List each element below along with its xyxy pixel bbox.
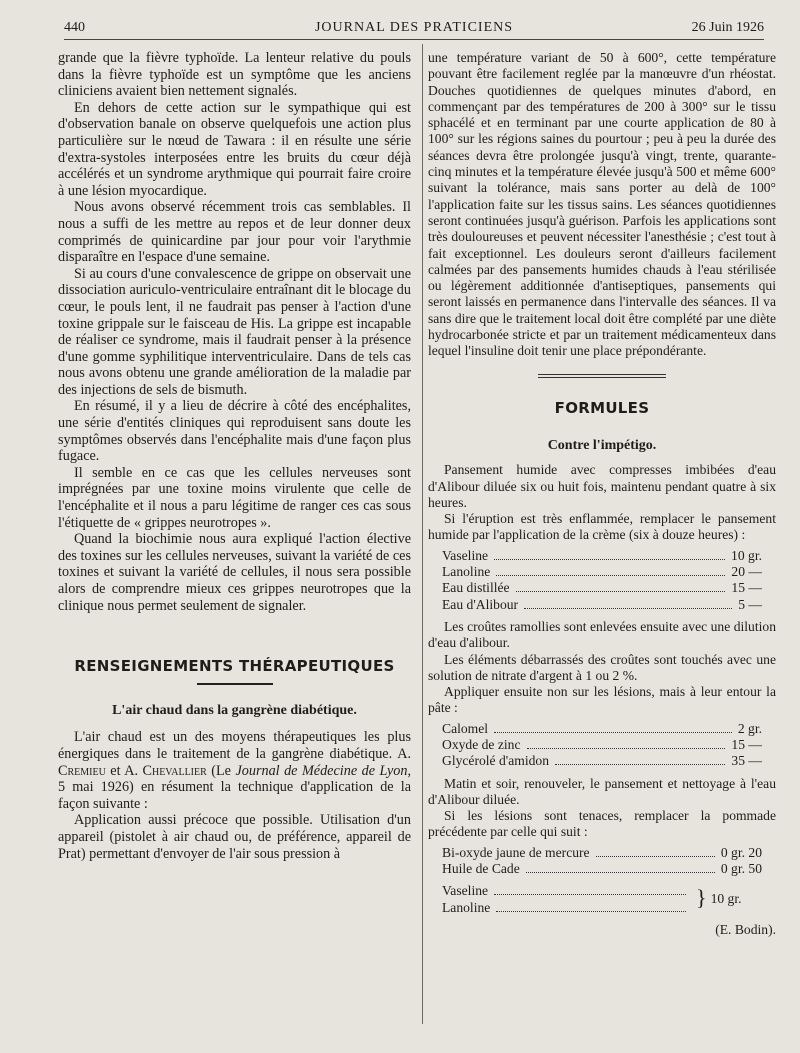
paragraph: Si l'éruption est très enflammée, remplacer le pansement humide par l'application de la crème (six à douze heures) : (428, 511, 776, 543)
paragraph: Pansement humide avec compresses imbibées d'eau d'Alibour diluée six ou huit fois, maintenu pendant quatre à six heures. (428, 462, 776, 510)
paragraph: grande que la fièvre typhoïde. La lenteur relative du pouls dans la fièvre typhoïde est un symptôme que les anciens cliniciens avaient bien nettement signalés. (58, 50, 411, 100)
recipe-grouped-rows (442, 883, 776, 916)
right-column (428, 50, 776, 938)
article-title: L'air chaud dans la gangrène diabétique. (112, 702, 357, 718)
recipe-row: Eau d'Alibour 5 — (442, 596, 762, 612)
article-paragraph: Application aussi précoce que possible. Utilisation d'un appareil (pistolet à air chaud ou, de préférence, appareil de Prat) permettant d'envoyer de l'air sous pression à (58, 812, 411, 862)
recipe-row: Calomel 2 gr. (442, 720, 762, 736)
recipe-row: Bi-oxyde jaune de mercure 0 gr. 20 (442, 844, 762, 860)
recipe-row: Vaseline 10 gr. (442, 547, 762, 563)
formula-subtitle: Contre l'impétigo. (547, 437, 657, 453)
paragraph: Il semble en ce cas que les cellules nerveuses sont imprégnées par une toxine moins virulente que celle de l'encéphalite et il nous a paru légitime de ranger ces cas sous l'étiquette de « grippes neurotropes ». (58, 464, 411, 531)
paragraph: En dehors de cette action sur le sympathique qui est d'observation banale on observe quelquefois une action plus particulière sur le nœud de Tawara : il en résulte une série d'extra-systoles interposées entre les bruits du cœur déjà accélérés et un syndrome arythmique qui pourrait faire croire à une lésion myocardique. (58, 99, 411, 199)
issue-date: 26 Juin 1926 (691, 20, 764, 35)
author-name: Cremieu (58, 762, 106, 779)
paragraph: Quand la biochimie nous aura expliqué l'action élective des toxines sur les cellules nerveuses, suivant la variété de ces toxines et suivant la variété de cellules, il nous sera possible alors de comprendre mieux ces grippes neurotropes que la clinique nous permet seulement de signaler. (58, 531, 411, 614)
article-paragraph: L'air chaud est un des moyens thérapeutiques les plus énergiques dans le traitement de la gangrène diabétique. A. Cremieu et A. Chevallier (Le Journal de Médecine de Lyon, 5 mai 1926) en résument la technique d'application de la façon suivante : (58, 729, 411, 812)
recipe-row: Oxyde de zinc 15 — (442, 736, 762, 752)
page-number: 440 (64, 20, 85, 35)
paragraph: Les croûtes ramollies sont enlevées ensuite avec une dilution d'eau d'alibour. (428, 618, 776, 651)
recipe-row: Vaseline (442, 883, 692, 899)
recipe-creme (442, 548, 762, 613)
section-title-renseignements: RENSEIGNEMENTS THÉRAPEUTIQUES (74, 657, 395, 676)
paragraph: une température variant de 50 à 600°, cette température pouvant être facilement reglée par la manœuvre d'un rhéostat. Douches quotidiennes de quelques minutes d'abord, en commençant par des températures de 200 à 300° sur le tissu sphacélé et en terminant par une courte application de 80 à 100° sur les régions saines du pourtour ; peu à peu la durée des séances devra être prolongée jusqu'à vingt, trente, quarante-cinq minutes et la température élevée jusqu'à 500 et même 600° suivant la tolérance, mais sans porter au delà de 100° l'application faite sur les tissus sains. Les séances quotidiennes seront continuées jusqu'à guérison. Parfois les applications sont très douloureuses et peuvent nécessiter l'anesthésie ; c'est tout à fait exceptionnel. Les douleurs seront d'ailleurs facilement calmées par des pansements humides chauds à l'eau stérilisée ou légèrement additionnée d'antiseptiques, pansements qui seront laissés en permanence dans l'intervalle des séances. Il va sans dire que le traitement local doit être complété par une diète hydrocarbonée stricte et par un traitement médicamenteux dans lequel l'insuline doit tenir une place prépondérante. (428, 50, 776, 359)
brace: } (696, 885, 707, 911)
recipe-pate (442, 721, 762, 770)
journal-title: JOURNAL DES PRATICIENS (314, 20, 514, 35)
paragraph: Nous avons observé récemment trois cas semblables. Il nous a suffi de les mettre au repos et de leur donner deux comprimés de quinicardine par jour pour voir l'arythmie disparaître en l'espace d'une semaine. (58, 199, 411, 266)
paragraph: Matin et soir, renouveler, le pansement et nettoyage à l'eau d'Alibour diluée. (428, 775, 776, 807)
paragraph: Si les lésions sont tenaces, remplacer la pommade précédente par celle qui suit : (428, 808, 776, 840)
signature: (E. Bodin). (715, 921, 776, 937)
column-divider (422, 44, 423, 1024)
left-column (58, 50, 411, 862)
recipe-row: Lanoline 20 — (442, 564, 762, 580)
recipe-row: Huile de Cade 0 gr. 50 (442, 861, 762, 877)
recipe-row: Eau distillée 15 — (442, 580, 762, 596)
paragraph: En résumé, il y a lieu de décrire à côté des encéphalites, une série d'entités cliniques qui reproduisent sans doute les symptômes observés dans l'encéphalite mais d'une façon plus fugace. (58, 398, 411, 465)
recipe-row: Glycérolé d'amidon 35 — (442, 753, 762, 769)
author-name: Chevallier (142, 762, 207, 779)
section-title-formules: FORMULES (554, 398, 650, 417)
ornament-rule (538, 374, 666, 378)
journal-name: Journal de Médecine de Lyon (235, 762, 408, 779)
paragraph: Appliquer ensuite non sur les lésions, mais à leur entour la pâte : (428, 684, 776, 716)
recipe-pommade (442, 845, 762, 878)
recipe-row: Lanoline (442, 900, 692, 916)
paragraph: Les éléments débarrassés des croûtes sont touchés avec une solution de nitrate d'argent à 1 ou 2 %. (428, 651, 776, 683)
paragraph: Si au cours d'une convalescence de grippe on observait une dissociation auriculo-ventriculaire entraînant dit le blocage du cœur, le pouls lent, il ne faudrait pas penser à l'action d'une toxine grippale sur le faisceau de His. La grippe est incapable de réaliser ce syndrome, mais il faudrait penser à la présence d'une gomme syphilitique interventriculaire. Dans de tels cas nous avons obtenu une grande amélioration de la maladie par des injections de sels de bismuth. (58, 265, 411, 398)
running-header (64, 18, 764, 40)
grouped-qty: 10 gr. (710, 891, 742, 907)
